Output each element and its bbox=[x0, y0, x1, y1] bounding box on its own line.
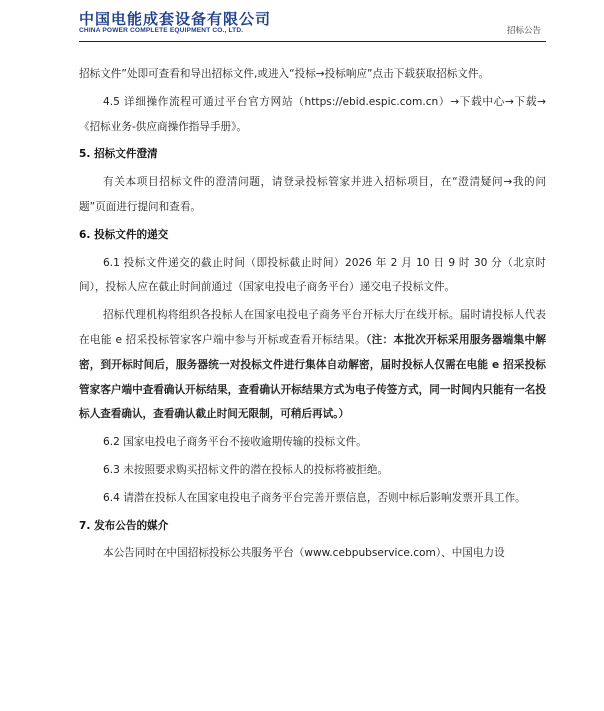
paragraph-6-1: 6.1 投标文件递交的截止时间（即投标截止时间）2026 年 2 月 10 日 9 时 30 分（北京时间），投标人应在截止时间前通过（国家电投电子商务平台）递交电子投标文件。 bbox=[79, 256, 546, 294]
section-heading-6: 6. 投标文件的递交 bbox=[79, 228, 169, 241]
section-heading-7: 7. 发布公告的媒介 bbox=[79, 519, 169, 532]
paragraph-bid-opening bbox=[79, 303, 546, 427]
document-body bbox=[79, 62, 546, 569]
bid-opening-text: 招标代理机构将组织各投标人在国家电投电子商务平台开标大厅在线开标。届时请投标人代表在电能 e 招采投标管家客户端中参与开标或查看开标结果。 bbox=[79, 309, 546, 346]
paragraph-6-3: 6.3 未按照要求购买招标文件的潜在投标人的投标将被拒绝。 bbox=[103, 463, 389, 476]
page-header bbox=[0, 0, 604, 44]
paragraph-4-5: 4.5 详细操作流程可通过平台官方网站（https://ebid.espic.com.cn）→下载中心→下载→《招标业务-供应商操作指导手册》。 bbox=[79, 95, 546, 133]
bid-opening-note: （注：本批次开标采用服务器端集中解密，到开标时间后，服务器统一对投标文件进行集体自动解密，届时投标人仅需在电能 e 招采投标管家客户端中查看确认开标结果，查看确认开标结果方式为电子传签方式，同一时间内只能有一名投标人查看确认，查看确认截止时间无限制，可稍后再试。） bbox=[79, 333, 546, 421]
section-heading-5: 5. 招标文件澄清 bbox=[79, 148, 158, 161]
paragraph-6-2: 6.2 国家电投电子商务平台不接收逾期传输的投标文件。 bbox=[103, 436, 367, 449]
paragraph-download-instructions: 招标文件”处即可查看和导出招标文件,或进入“投标→投标响应”点击下载获取招标文件。 bbox=[79, 68, 490, 80]
company-name-en: CHINA POWER COMPLETE EQUIPMENT CO., LTD. bbox=[79, 27, 244, 34]
paragraph-clarification: 有关本项目招标文件的澄清问题，请登录投标管家并进入招标项目，在“澄清疑问→我的问题”页面进行提问和查看。 bbox=[79, 176, 546, 213]
header-divider bbox=[79, 41, 546, 42]
paragraph-publication-media: 本公告同时在中国招标投标公共服务平台（www.cebpubservice.com）、中国电力设 bbox=[103, 547, 505, 560]
company-name-cn: 中国电能成套设备有限公司 bbox=[79, 10, 272, 28]
paragraph-6-4: 6.4 请潜在投标人在国家电投电子商务平台完善开票信息，否则中标后影响发票开具工作。 bbox=[103, 491, 526, 504]
document-type-label: 招标公告 bbox=[506, 26, 541, 36]
